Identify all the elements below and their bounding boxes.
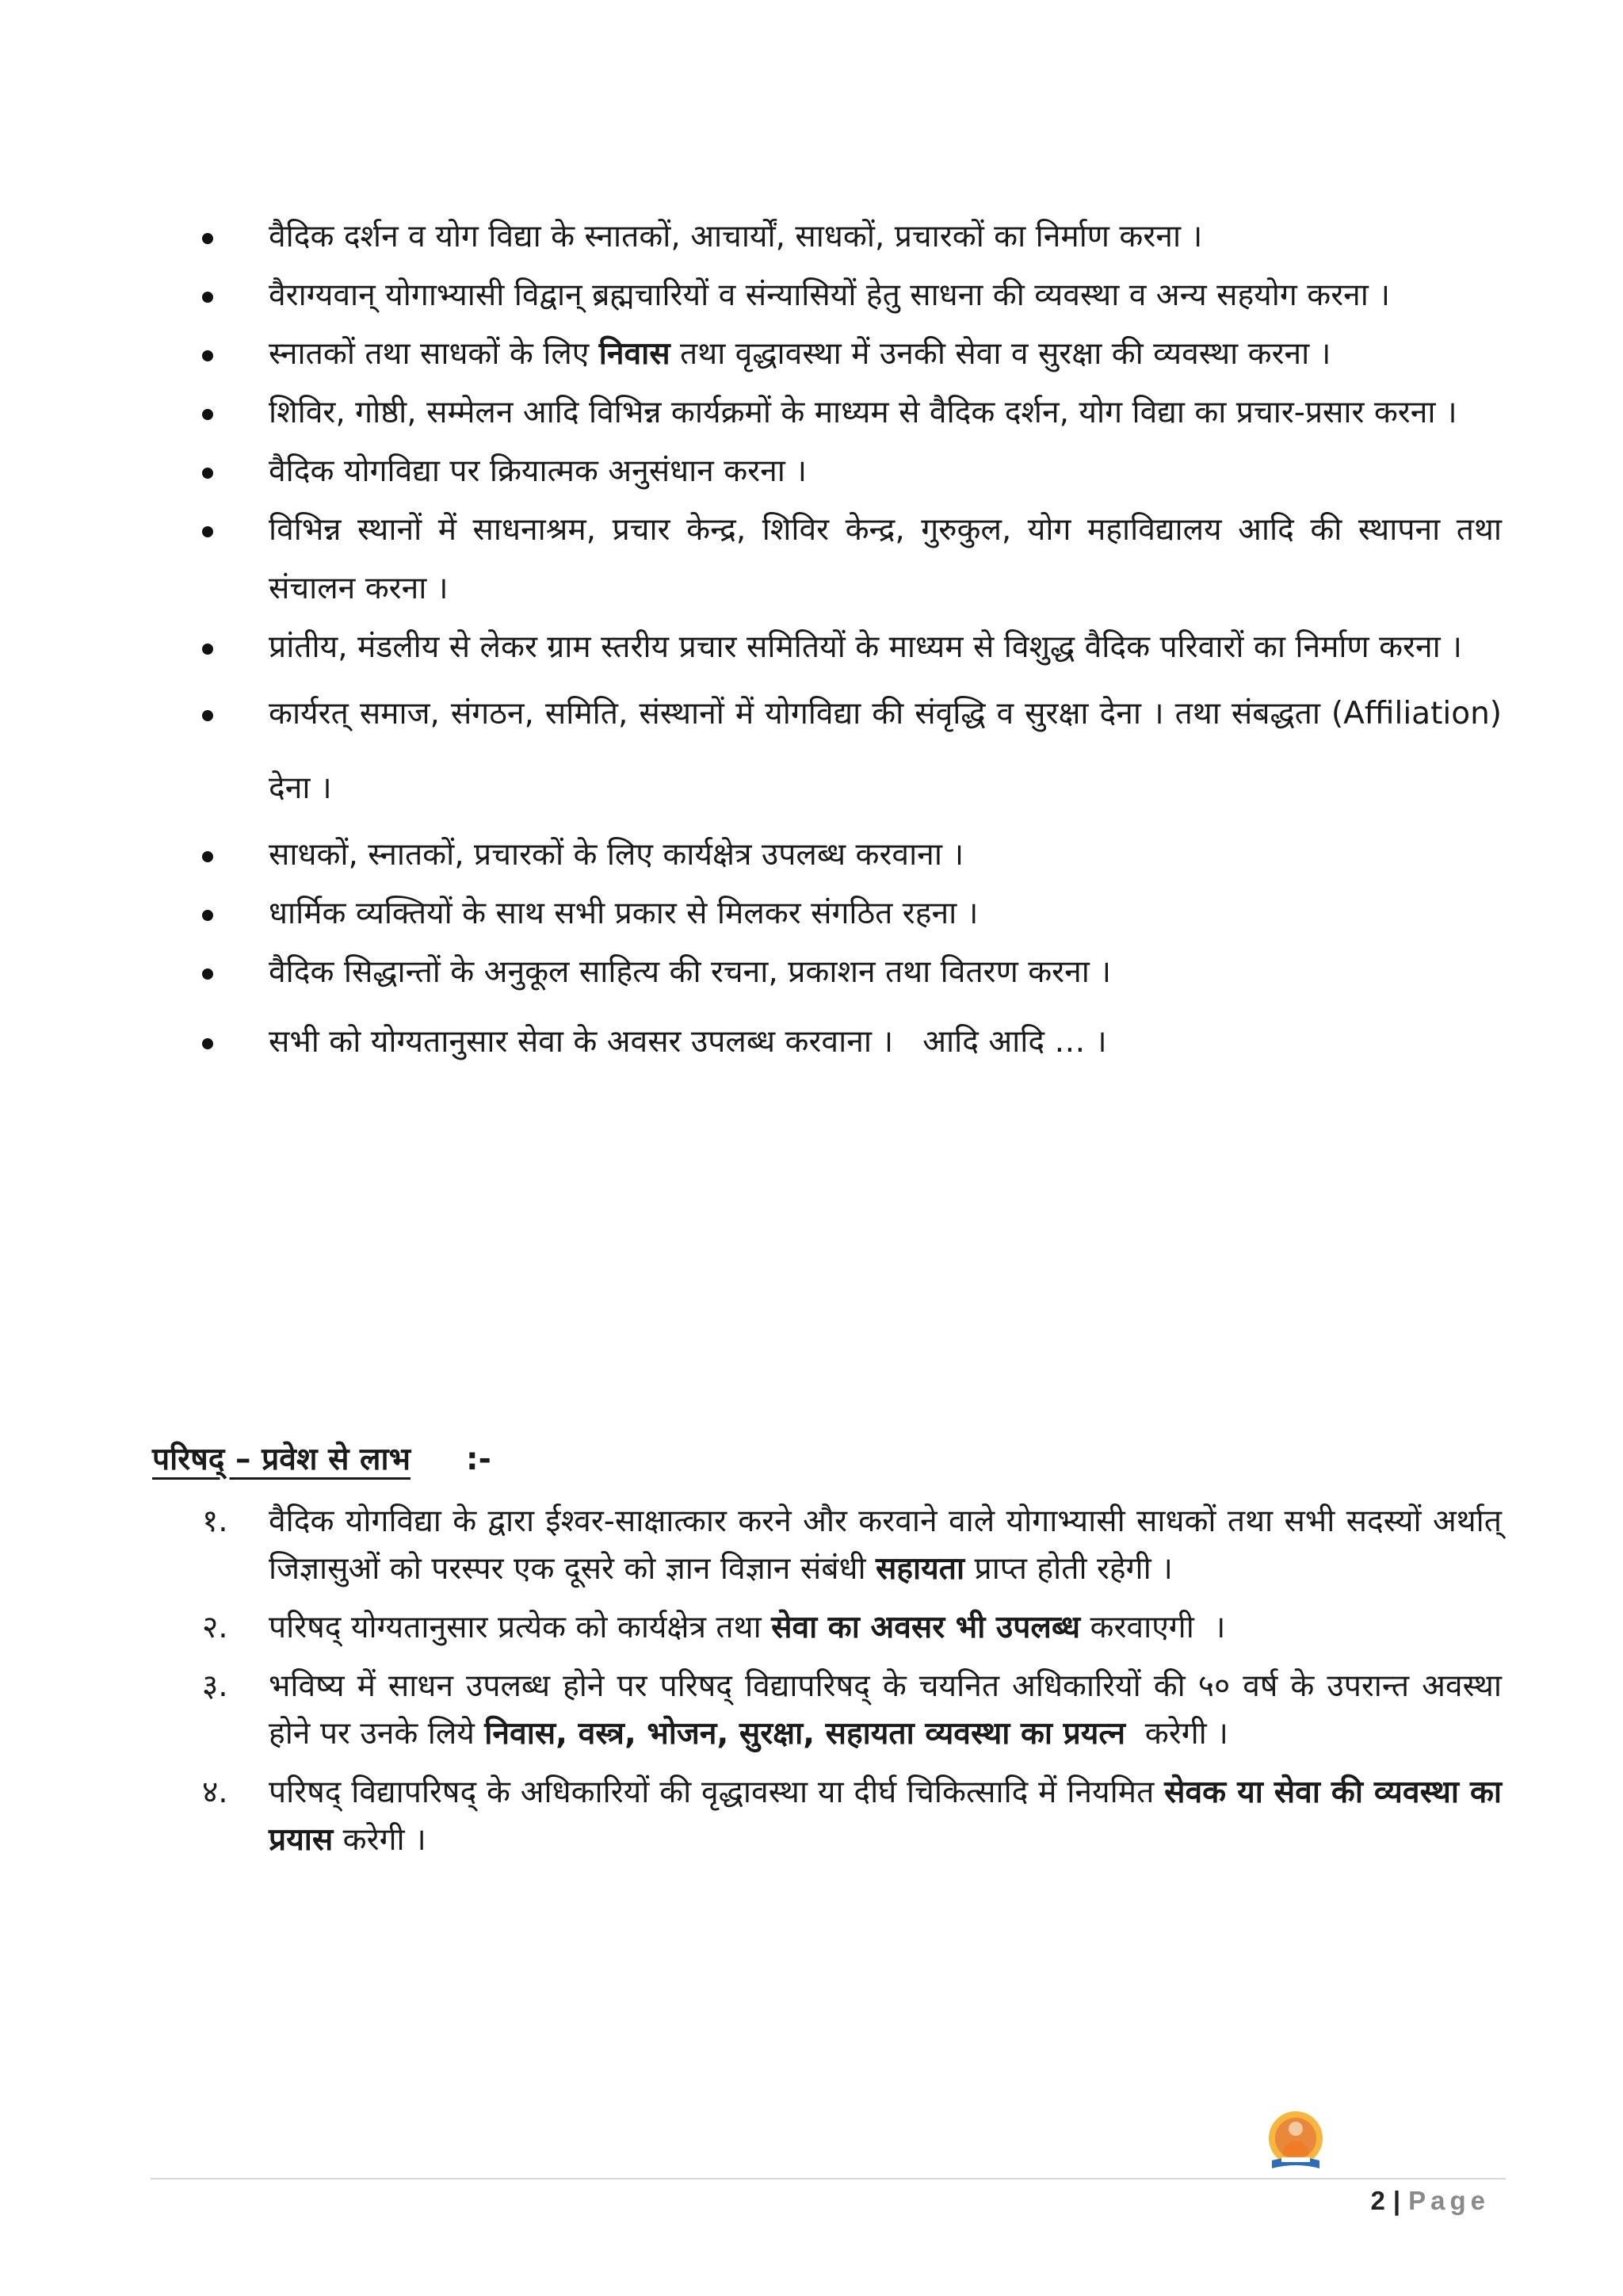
list-item-text: धार्मिक व्यक्तियों के साथ सभी प्रकार से मिलकर संगठित रहना ।: [269, 896, 979, 931]
list-item: [202, 826, 1502, 884]
list-item: [202, 266, 1502, 325]
page-number-separator: |: [1392, 2186, 1406, 2215]
bullet-icon: [202, 1038, 213, 1049]
footer-divider: [151, 2178, 1506, 2179]
list-item-text-pre: भविष्य में साधन उपलब्ध होने पर परिषद् विद्यापरिषद् के चयनित अधिकारियों की ५० वर्ष के उपरान्त अवस्था होने पर उनके लिये: [269, 1668, 1502, 1752]
page-word: Page: [1408, 2186, 1490, 2215]
bullet-icon: [202, 710, 213, 721]
list-item-text-post: प्राप्त होती रहेगी ।: [964, 1551, 1173, 1587]
list-item-text-post: करवाएगी ।: [1080, 1610, 1226, 1645]
list-item-number: ३.: [202, 1668, 228, 1704]
bullet-icon: [202, 526, 213, 537]
list-item: [202, 1013, 1502, 1072]
list-item-text-bold: सेवक या सेवा की व्यवस्था का प्रयास: [269, 1775, 1503, 1858]
list-item: [202, 677, 1502, 826]
list-item-text: शिविर, गोष्ठी, सम्मेलन आदि विभिन्न कार्यक्रमों के माध्यम से वैदिक दर्शन, योग विद्या का प्रचार-प्रसार करना ।: [269, 395, 1457, 430]
benefits-list: [202, 1498, 1502, 1875]
list-item: [202, 1604, 1502, 1652]
list-item: [202, 1769, 1502, 1864]
bullet-icon: [202, 851, 213, 862]
section-colon: :-: [466, 1442, 491, 1477]
list-item-text-bold: सहायता: [875, 1551, 965, 1587]
list-item-text: वैदिक सिद्धान्तों के अनुकूल साहित्य की रचना, प्रकाशन तथा वितरण करना ।: [269, 954, 1112, 990]
list-item: [202, 884, 1502, 943]
page-number-value: 2: [1370, 2186, 1390, 2215]
section-title: परिषद् – प्रवेश से लाभ: [152, 1442, 411, 1477]
list-item: [202, 501, 1502, 618]
list-item-text: विभिन्न स्थानों में साधनाश्रम, प्रचार केन्द्र, शिविर केन्द्र, गुरुकुल, योग महाविद्यालय आदि की स्थापना तथा संचालन करना ।: [269, 512, 1502, 606]
list-item-text-pre: स्नातकों तथा साधकों के लिए: [269, 336, 599, 372]
list-item: [202, 325, 1502, 384]
list-item-text: सभी को योग्यतानुसार सेवा के अवसर उपलब्ध करवाना । आदि आदि … ।: [269, 1024, 1107, 1060]
list-item-text: कार्यरत् समाज, संगठन, समिति, संस्थानों में योगविद्या की संवृद्धि व सुरक्षा देना । तथा संबद्धता (Affiliation) देना ।: [269, 696, 1502, 806]
bullet-icon: [202, 350, 213, 361]
list-item-number: २.: [202, 1610, 228, 1645]
bullet-icon: [202, 292, 213, 303]
list-item: [202, 208, 1502, 266]
saint-emblem-logo-icon: [1264, 2108, 1327, 2175]
list-item: [202, 1663, 1502, 1758]
list-item-text-post: करेगी ।: [333, 1822, 426, 1858]
list-item-text: वैराग्यवान् योगाभ्यासी विद्वान् ब्रह्मचारियों व संन्यासियों हेतु साधना की व्यवस्था व अन्य सहयोग करना ।: [269, 277, 1391, 313]
list-item-text-bold: निवास: [598, 336, 670, 372]
list-item: [202, 384, 1502, 442]
bullet-icon: [202, 644, 213, 655]
list-item-text-post: तथा वृद्धावस्था में उनकी सेवा व सुरक्षा की व्यवस्था करना ।: [670, 336, 1331, 372]
section-heading: [152, 1436, 491, 1484]
bullet-icon: [202, 233, 213, 244]
list-item-text-pre: परिषद् विद्यापरिषद् के अधिकारियों की वृद्धावस्था या दीर्घ चिकित्सादि में नियमित: [269, 1775, 1165, 1810]
list-item-text: प्रांतीय, मंडलीय से लेकर ग्राम स्तरीय प्रचार समितियों के माध्यम से विशुद्ध वैदिक परिवारों का निर्माण करना ।: [269, 629, 1462, 665]
list-item-text-pre: वैदिक योगविद्या के द्वारा ईश्वर-साक्षात्कार करने और करवाने वाले योगाभ्यासी साधकों तथा सभी सदस्यों अर्थात् जिज्ञासुओं को परस्पर एक दूसरे को ज्ञान विज्ञान संबंधी: [269, 1503, 1502, 1587]
list-item: [202, 618, 1502, 677]
list-item-text: वैदिक योगविद्या पर क्रियात्मक अनुसंधान करना ।: [269, 453, 808, 489]
page-number: [1371, 2186, 1490, 2216]
list-item: [202, 442, 1502, 501]
list-item-text-pre: परिषद् योग्यतानुसार प्रत्येक को कार्यक्षेत्र तथा: [269, 1610, 772, 1645]
list-item-number: १.: [202, 1503, 228, 1539]
list-item-text-bold: सेवा का अवसर भी उपलब्ध: [771, 1610, 1081, 1645]
list-item-text: साधकों, स्नातकों, प्रचारकों के लिए कार्यक्षेत्र उपलब्ध करवाना ।: [269, 837, 964, 873]
bullet-icon: [202, 409, 213, 420]
list-item-text-post: करेगी ।: [1125, 1716, 1228, 1752]
list-item: [202, 943, 1502, 1002]
bullet-icon: [202, 968, 213, 980]
list-item: [202, 1498, 1502, 1593]
bullet-icon: [202, 468, 213, 479]
list-item-number: ४.: [202, 1775, 228, 1810]
list-item-text: वैदिक दर्शन व योग विद्या के स्नातकों, आचार्यों, साधकों, प्रचारकों का निर्माण करना ।: [269, 219, 1203, 254]
list-item-text-bold: निवास, वस्त्र, भोजन, सुरक्षा, सहायता व्यवस्था का प्रयत्न: [484, 1716, 1126, 1752]
bullet-icon: [202, 910, 213, 921]
objectives-list: [202, 208, 1502, 1072]
